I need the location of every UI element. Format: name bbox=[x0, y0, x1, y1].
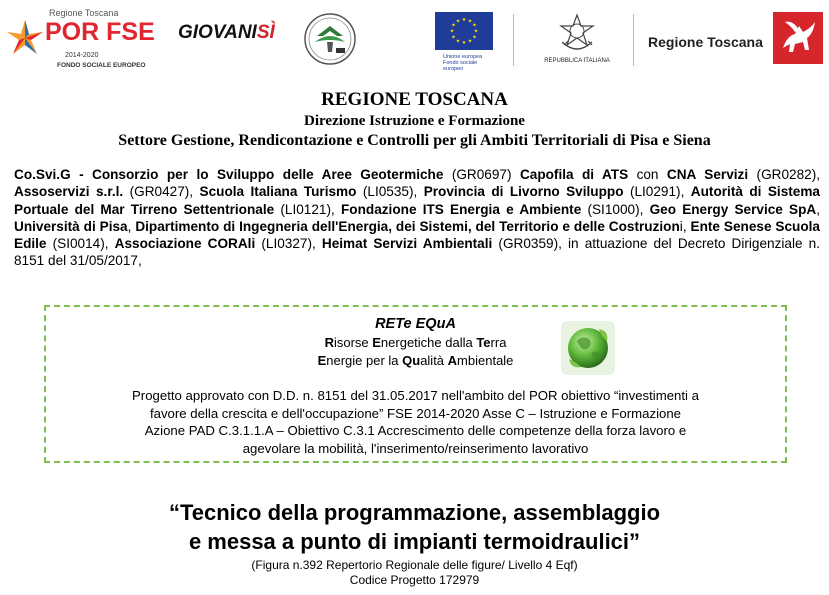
page-title: REGIONE TOSCANA bbox=[321, 89, 508, 110]
partner-code: (LI0327), bbox=[255, 236, 322, 252]
acronym-text: isorse bbox=[333, 335, 373, 350]
svg-text:★: ★ bbox=[449, 28, 455, 35]
partner-code: (GR0282), bbox=[748, 167, 821, 182]
por-fse-years: 2014-2020 bbox=[65, 52, 99, 59]
partner-code: (LI0535), bbox=[356, 184, 424, 200]
connector-text: con bbox=[628, 167, 667, 182]
partner-name: Co.Svi.G - Consorzio per lo Sviluppo delle Aree Geotermiche bbox=[14, 167, 444, 182]
acronym-text: rra bbox=[490, 335, 507, 350]
capofila-label: Capofila di ATS bbox=[519, 167, 629, 182]
partner-code: (SI1000), bbox=[581, 201, 650, 217]
por-fse-star-icon bbox=[5, 18, 45, 58]
project-box bbox=[44, 305, 787, 463]
project-acronym-line-2 bbox=[46, 353, 785, 368]
italian-republic-logo bbox=[532, 12, 622, 68]
project-description-line: Progetto approvato con D.D. n. 8151 del 31.05.2017 nell'ambito del POR obiettivo “investimenti a bbox=[132, 388, 699, 403]
acronym-letter: E bbox=[317, 353, 327, 368]
acronym-text: mbientale bbox=[457, 353, 514, 368]
svg-text:★: ★ bbox=[472, 22, 477, 29]
partner-name: CNA Servizi bbox=[666, 167, 749, 182]
acronym-letter: E bbox=[372, 335, 381, 350]
por-fse-name: POR FSE bbox=[45, 18, 155, 46]
course-title-line-2: e messa a punto di impianti termoidraulici” bbox=[188, 529, 641, 554]
acronym-text: alità bbox=[420, 353, 448, 368]
partner-code: (GR0427), bbox=[123, 184, 200, 200]
course-figure-reference: (Figura n.392 Repertorio Regionale delle figure/ Livello 4 Eqf) bbox=[251, 558, 578, 572]
project-description-line: agevolare la mobilità, l'inserimento/reinserimento lavorativo bbox=[242, 440, 589, 456]
partner-code: i, bbox=[679, 218, 691, 234]
partner-code: (SI0014), bbox=[46, 236, 115, 252]
eu-caption bbox=[443, 54, 495, 72]
svg-text:★: ★ bbox=[473, 28, 479, 35]
partner-name: Università di Pisa bbox=[14, 218, 128, 234]
eu-caption-line-2: Fondo sociale europeo bbox=[443, 60, 478, 72]
partner-name: Ente Senese Scuola Edile bbox=[14, 218, 820, 252]
giovanisi-main: GIOVANI bbox=[178, 22, 257, 43]
svg-text:★: ★ bbox=[451, 22, 456, 29]
logo-bar bbox=[0, 0, 829, 80]
republic-caption: REPUBBLICA ITALIANA bbox=[544, 58, 610, 64]
partner-code: (LI0121), bbox=[274, 201, 341, 217]
svg-text:★: ★ bbox=[451, 34, 456, 41]
por-fse-brand: Regione Toscana bbox=[49, 8, 119, 18]
svg-text:★: ★ bbox=[461, 17, 467, 23]
partner-name: Scuola Italiana Turismo bbox=[199, 184, 357, 200]
logo-divider bbox=[513, 14, 514, 66]
por-fse-logo bbox=[5, 10, 165, 70]
acronym-letter: Te bbox=[476, 335, 491, 350]
pegasus-icon bbox=[773, 12, 823, 64]
partner-code: (LI0291), bbox=[623, 184, 691, 200]
partner-name: Assoservizi s.r.l. bbox=[14, 184, 124, 200]
svg-text:★: ★ bbox=[455, 38, 461, 45]
project-description bbox=[64, 387, 767, 457]
republic-emblem-icon bbox=[558, 12, 596, 54]
partner-name: Associazione CORAli bbox=[114, 236, 256, 252]
settore-heading: Settore Gestione, Rendicontazione e Controlli per gli Ambiti Territoriali di Pisa e Siena bbox=[118, 132, 711, 149]
project-description-line: Azione PAD C.3.1.1.A – Obiettivo C.3.1 Accrescimento delle competenze della forza lavoro e bbox=[144, 423, 687, 438]
partners-paragraph bbox=[14, 166, 820, 270]
logo-divider bbox=[633, 14, 634, 66]
regional-crest-icon bbox=[303, 12, 357, 66]
regione-toscana-logo bbox=[648, 12, 828, 66]
partner-name: Geo Energy Service SpA bbox=[649, 201, 817, 217]
partner-name: Autorità di Sistema Portuale del Mar Tirreno Settentrionale bbox=[14, 184, 820, 217]
svg-text:★: ★ bbox=[461, 40, 467, 46]
por-fse-fund: FONDO SOCIALE EUROPEO bbox=[57, 62, 146, 69]
pegasus-emblem bbox=[773, 12, 823, 64]
svg-text:★: ★ bbox=[455, 18, 461, 25]
project-description-line: favore della crescita e dell'occupazione” FSE 2014-2020 Asse C – Istruzione e Formazione bbox=[149, 405, 682, 421]
project-acronym-line-1 bbox=[46, 335, 785, 350]
regione-toscana-label: Regione Toscana bbox=[648, 34, 763, 50]
svg-text:★: ★ bbox=[467, 18, 473, 25]
eu-flag-icon bbox=[435, 12, 493, 50]
eu-caption-line-1: Unione europea bbox=[443, 54, 483, 60]
green-globe-icon bbox=[559, 319, 617, 377]
partner-name: Heimat Servizi Ambientali bbox=[321, 236, 493, 252]
acronym-text: nergetiche dalla bbox=[380, 335, 477, 350]
separator-text: , bbox=[127, 218, 136, 234]
svg-text:★: ★ bbox=[472, 34, 477, 41]
separator-text: , bbox=[816, 201, 820, 217]
partner-code: (GR0697) bbox=[443, 167, 520, 182]
acronym-letter: Qu bbox=[402, 353, 421, 368]
giovanisi-accent: SÌ bbox=[256, 22, 275, 43]
giovanisi-logo bbox=[178, 22, 275, 44]
project-code: Codice Progetto 172979 bbox=[349, 573, 480, 587]
acronym-text: nergie per la bbox=[326, 353, 403, 368]
direzione-heading: Direzione Istruzione e Formazione bbox=[304, 113, 525, 129]
svg-text:★: ★ bbox=[467, 38, 473, 45]
eu-logo bbox=[435, 12, 495, 72]
course-title-line-1: “Tecnico della programmazione, assemblaggio bbox=[168, 500, 661, 525]
project-title: RETe EQuA bbox=[375, 316, 456, 332]
partner-name: Provincia di Livorno Sviluppo bbox=[423, 184, 624, 200]
acronym-letter: R bbox=[324, 335, 334, 350]
acronym-letter: A bbox=[447, 353, 458, 368]
partner-code: (GR0359), in attuazione del Decreto Dirigenziale n. 8151 del 31/05/2017, bbox=[14, 236, 821, 269]
partner-name: Dipartimento di Ingegneria dell'Energia, dei Sistemi, del Territorio e delle Costruzion bbox=[135, 218, 680, 234]
partner-name: Fondazione ITS Energia e Ambiente bbox=[340, 201, 582, 217]
